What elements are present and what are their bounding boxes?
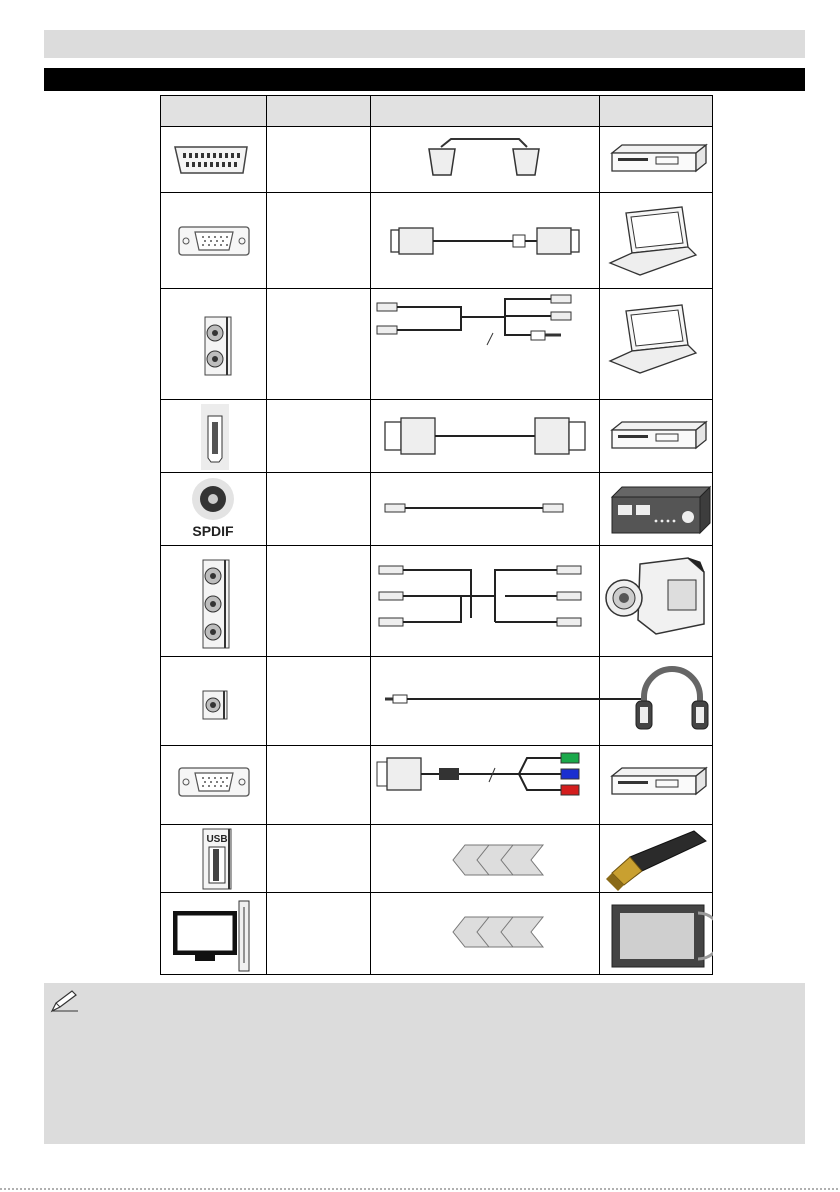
composite-av-socket-icon xyxy=(161,546,266,656)
dvd-player-icon xyxy=(600,127,713,192)
spdif-label: SPDIF xyxy=(192,523,234,539)
dvd-player-icon xyxy=(600,400,713,472)
pencil-note-icon xyxy=(48,989,82,1020)
camcorder-icon xyxy=(600,546,713,656)
scart-socket-icon xyxy=(161,127,266,192)
rca-to-minijack-cable-icon xyxy=(371,289,599,399)
cam-module-icon xyxy=(600,893,713,976)
headphone-socket-icon xyxy=(161,657,266,745)
audio-in-socket-icon xyxy=(161,289,266,399)
hdmi-cable-icon xyxy=(371,400,599,472)
insert-arrows-icon xyxy=(371,893,599,976)
ci-slot-icon xyxy=(161,893,266,976)
three-rca-cable-icon xyxy=(371,546,599,656)
page-footer-line xyxy=(0,1188,840,1190)
note-box xyxy=(44,983,805,1144)
insert-arrows-icon xyxy=(371,825,599,892)
coaxial-cable-icon xyxy=(371,473,599,545)
scart-cable-icon xyxy=(371,127,599,192)
table-header-row xyxy=(161,96,712,126)
headphones-icon xyxy=(600,657,713,745)
vga-to-component-cable-icon xyxy=(371,746,599,824)
amplifier-icon xyxy=(600,473,713,545)
spdif-socket-icon xyxy=(161,473,266,545)
dvd-player-icon xyxy=(600,746,713,824)
vga-cable-icon xyxy=(371,193,599,288)
usb-stick-icon xyxy=(600,825,713,892)
top-header-bar xyxy=(44,30,805,58)
laptop-icon xyxy=(600,193,713,288)
vga-socket-icon xyxy=(161,193,266,288)
section-title-bar xyxy=(44,68,805,91)
ypbpr-vga-socket-icon xyxy=(161,746,266,824)
hdmi-socket-icon xyxy=(161,400,266,472)
usb-label: USB xyxy=(206,834,228,845)
usb-socket-icon xyxy=(161,825,266,892)
connections-table xyxy=(160,95,713,975)
laptop-icon xyxy=(600,289,713,399)
